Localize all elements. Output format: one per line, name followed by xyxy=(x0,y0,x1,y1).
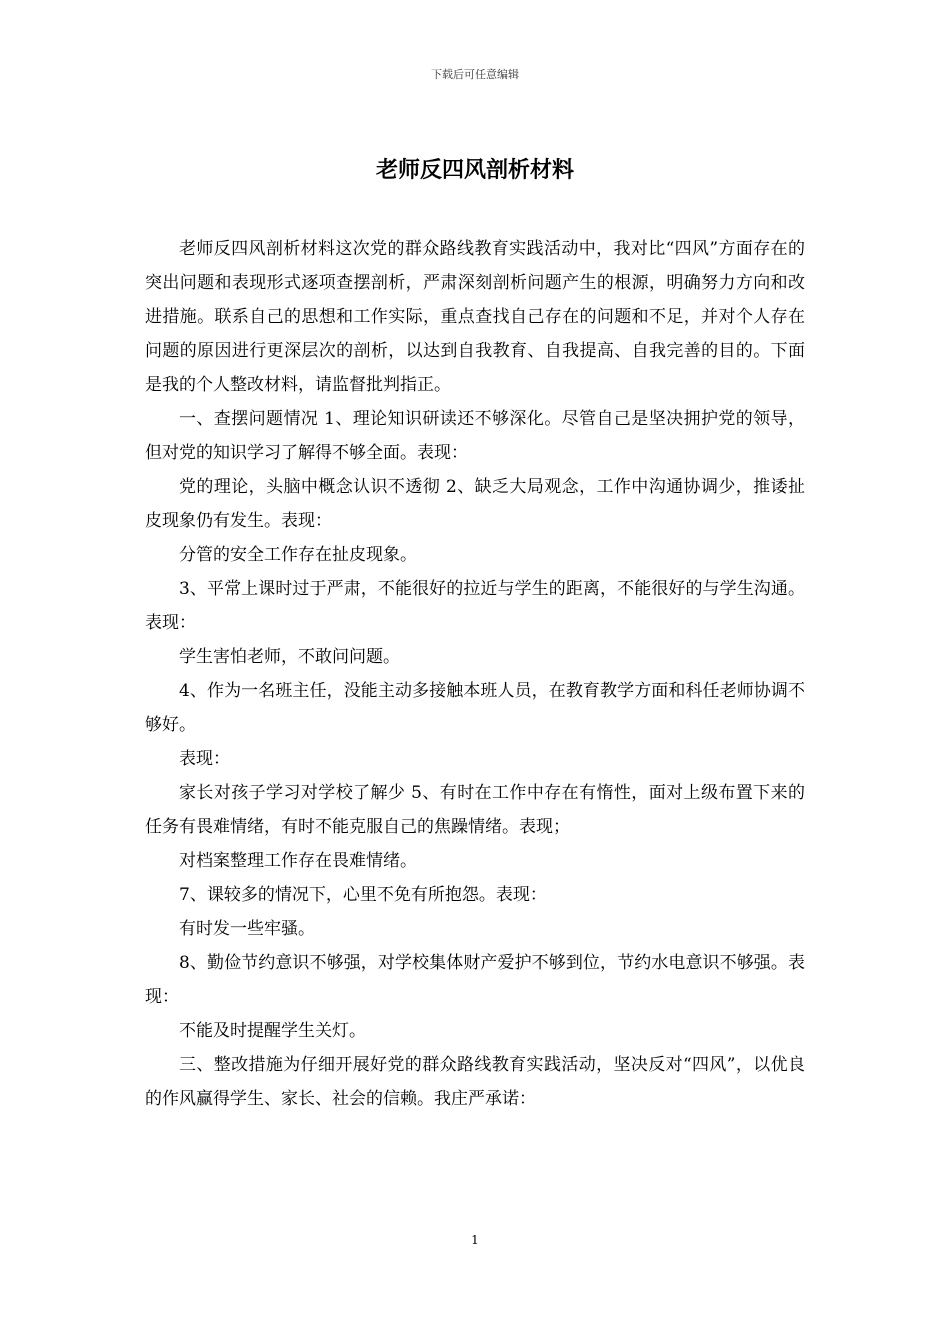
paragraph-intro: 老师反四风剖析材料这次党的群众路线教育实践活动中，我对比“四风”方面存在的突出问题和表现形式逐项查摆剖析，严肃深刻剖析问题产生的根源，明确努力方向和改进措施。联系自己的思想和工作实际，重点查找自己存在的问题和不足，并对个人存在问题的原因进行更深层次的剖析，以达到自我教育、自我提高、自我完善的目的。下面是我的个人整改材料，请监督批判指正。 xyxy=(145,239,805,395)
paragraph-issue-1: 一、查摆问题情况 1、理论知识研读还不够深化。尽管自己是坚决拥护党的领导，但对党的知识学习了解得不够全面。表现： xyxy=(145,409,805,463)
paragraph-issue-8: 8、勤俭节约意识不够强，对学校集体财产爱护不够到位，节约水电意识不够强。表现： xyxy=(145,953,805,1007)
paragraph-issue-7: 7、课较多的情况下，心里不免有所抱怨。表现： xyxy=(179,885,547,905)
page-header-note: 下载后可任意编辑 xyxy=(431,68,519,81)
document-body xyxy=(145,232,805,1116)
paragraph-issue-4-label: 表现： xyxy=(179,749,230,769)
paragraph-issue-3-detail: 学生害怕老师，不敢问问题。 xyxy=(179,647,400,667)
paragraph-issue-2-detail: 分管的安全工作存在扯皮现象。 xyxy=(179,545,417,565)
paragraph-issue-4-detail: 家长对孩子学习对学校了解少 5、有时在工作中存在有惰性，面对上级布置下来的任务有畏难情绪，有时不能克服自己的焦躁情绪。表现； xyxy=(145,783,805,837)
paragraph-issue-1-detail: 党的理论，头脑中概念认识不透彻 2、缺乏大局观念，工作中沟通协调少，推诿扯皮现象仍有发生。表现： xyxy=(145,477,805,531)
paragraph-issue-3: 3、平常上课时过于严肃，不能很好的拉近与学生的距离，不能很好的与学生沟通。表现： xyxy=(145,579,805,633)
paragraph-issue-5-detail: 对档案整理工作存在畏难情绪。 xyxy=(179,851,417,871)
paragraph-issue-8-detail: 不能及时提醒学生关灯。 xyxy=(179,1021,366,1041)
paragraph-issue-4: 4、作为一名班主任，没能主动多接触本班人员，在教育教学方面和科任老师协调不够好。 xyxy=(145,681,805,735)
paragraph-issue-7-detail: 有时发一些牢骚。 xyxy=(179,919,315,939)
paragraph-measures: 三、整改措施为仔细开展好党的群众路线教育实践活动，坚决反对“四风”，以优良的作风赢得学生、家长、社会的信赖。我庄严承诺： xyxy=(145,1055,805,1109)
document-title: 老师反四风剖析材料 xyxy=(375,158,574,183)
page-number: 1 xyxy=(471,1233,479,1247)
